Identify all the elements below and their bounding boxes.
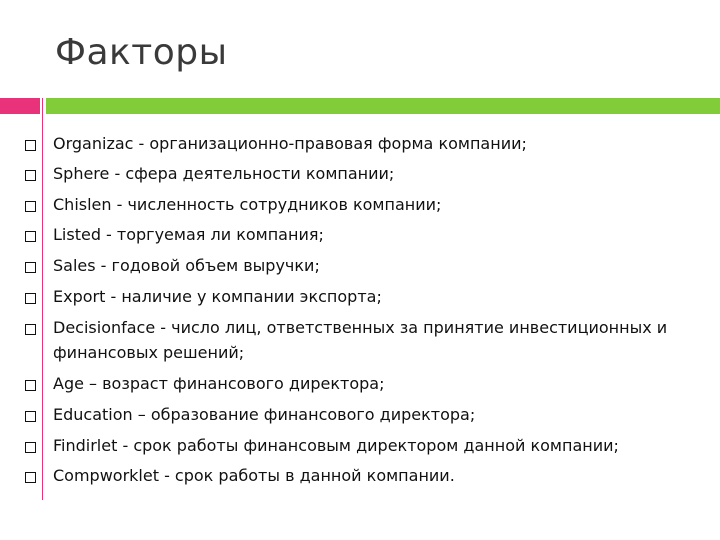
- hollow-square-icon: [25, 231, 36, 242]
- list-item-text: Organizac - организационно-правовая форма компании;: [53, 134, 527, 153]
- list-item-text: Sphere - сфера деятельности компании;: [53, 164, 395, 183]
- list-item-text: Chislen - численность сотрудников компании;: [53, 195, 442, 214]
- hollow-square-icon: [25, 293, 36, 304]
- list-item-text: Export - наличие у компании экспорта;: [53, 287, 382, 306]
- list-item-text: Sales - годовой объем выручки;: [53, 256, 320, 275]
- hollow-square-icon: [25, 170, 36, 181]
- list-item-text: Decisionface - число лиц, ответственных за принятие инвестиционных и финансовых решений;: [53, 318, 668, 362]
- list-item-text: Listed - торгуемая ли компания;: [53, 225, 324, 244]
- hollow-square-icon: [25, 324, 36, 335]
- hollow-square-icon: [25, 140, 36, 151]
- accent-bar-pink: [0, 98, 40, 114]
- hollow-square-icon: [25, 380, 36, 391]
- list-item-text: Findirlet - срок работы финансовым директором данной компании;: [53, 436, 619, 455]
- list-item-text: Age – возраст финансового директора;: [53, 374, 385, 393]
- list-item-text: Education – образование финансового директора;: [53, 405, 476, 424]
- slide-title: Факторы: [55, 32, 228, 73]
- accent-bar-green: [46, 98, 720, 114]
- accent-divider-line: [42, 98, 43, 500]
- list-item-text: Compworklet - срок работы в данной компании.: [53, 466, 455, 485]
- hollow-square-icon: [25, 411, 36, 422]
- hollow-square-icon: [25, 442, 36, 453]
- hollow-square-icon: [25, 472, 36, 483]
- hollow-square-icon: [25, 262, 36, 273]
- hollow-square-icon: [25, 201, 36, 212]
